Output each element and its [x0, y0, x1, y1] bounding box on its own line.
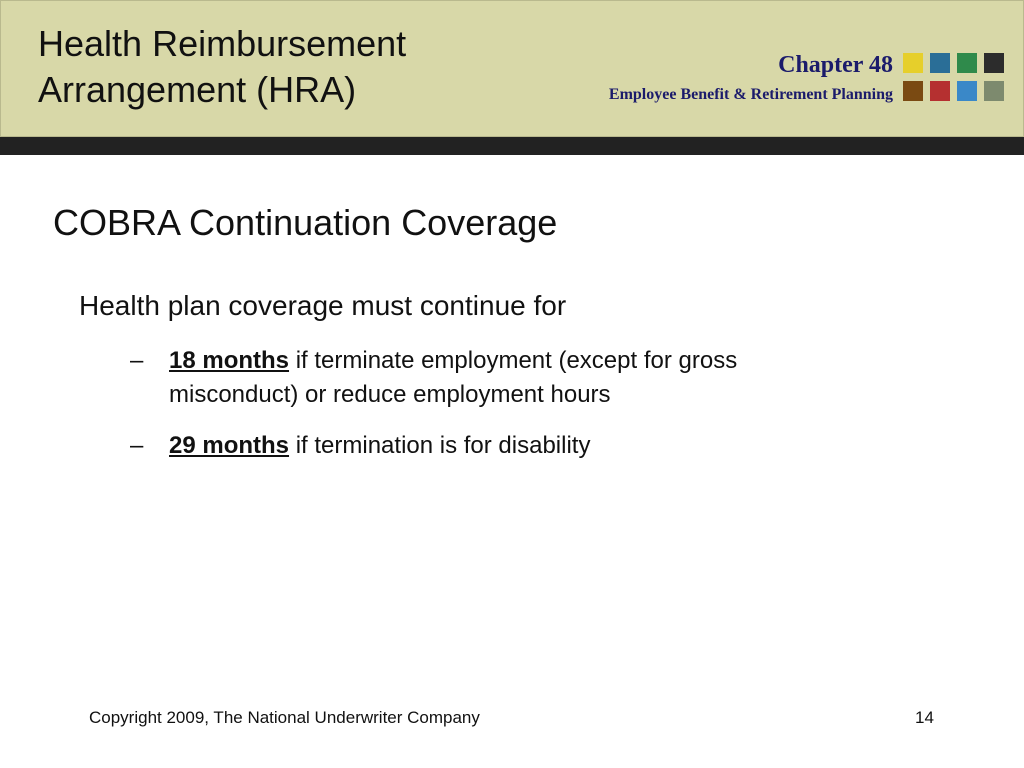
- bullet-text: [169, 344, 870, 412]
- swatch-8: [984, 81, 1004, 101]
- header-title-line-2: Arrangement (HRA): [38, 69, 357, 110]
- header-title-line-1: Health Reimbursement: [38, 23, 407, 64]
- bullet-emphasis: 29 months: [169, 432, 290, 459]
- page-number: 14: [915, 708, 934, 727]
- bullet-dash: –: [130, 347, 144, 374]
- swatch-1: [903, 53, 923, 73]
- chapter-label: Chapter 48: [778, 52, 893, 78]
- copyright-footer: Copyright 2009, The National Underwriter Company: [89, 708, 480, 727]
- header-divider-bar: [0, 137, 1024, 155]
- swatch-4: [984, 53, 1004, 73]
- header-banner: [0, 0, 1024, 137]
- slide-title: COBRA Continuation Coverage: [53, 202, 558, 243]
- header-title: [38, 21, 406, 113]
- bullet-item: [130, 344, 870, 412]
- swatch-6: [930, 81, 950, 101]
- swatch-7: [957, 81, 977, 101]
- bullet-text: [169, 429, 870, 463]
- swatch-5: [903, 81, 923, 101]
- book-subtitle: Employee Benefit & Retirement Planning: [608, 86, 893, 103]
- lead-bullet: Health plan coverage must continue for: [79, 290, 567, 321]
- bullet-rest: if terminate employment (except for gross misconduct) or reduce employment hours: [169, 347, 738, 408]
- color-swatch-logo: [903, 53, 1011, 105]
- bullet-item: [130, 429, 870, 463]
- bullet-rest: if termination is for disability: [289, 432, 591, 459]
- bullet-emphasis: 18 months: [169, 347, 290, 374]
- swatch-2: [930, 53, 950, 73]
- bullet-dash: –: [130, 432, 144, 459]
- swatch-3: [957, 53, 977, 73]
